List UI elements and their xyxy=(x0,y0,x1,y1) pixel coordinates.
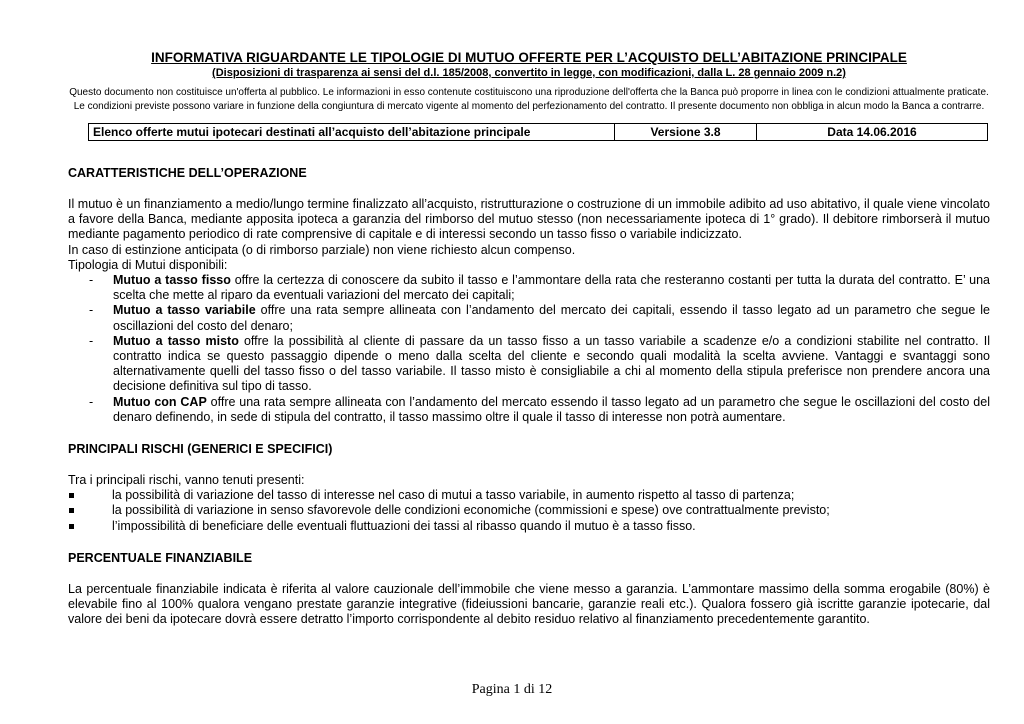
paragraph-financeable: La percentuale finanziabile indicata è riferita al valore cauzionale dell’immobile che viene messo a garanzia. L’ammontare massimo della somma erogabile (80%) è elevabile fino al 100% qualora vengano prestate garanzie integrative (fideiussioni bancarie, garanzie reali etc.). Qualora fossero già iscritte garanzie ipotecarie, dal valore dei beni da ipotecare dovrà essere detratto l’importo corrispondente al debito residuo relativo al finanziamento precedentemente garantito. xyxy=(68,581,990,627)
loan-type-label: Mutuo con CAP xyxy=(113,394,207,409)
loan-type-label: Mutuo a tasso misto xyxy=(113,333,239,348)
section-risks xyxy=(68,441,990,534)
section-heading-risks: PRINCIPALI RISCHI (GENERICI E SPECIFICI) xyxy=(68,442,333,457)
paragraph-loan-definition: Il mutuo è un finanziamento a medio/lungo termine finalizzato all’acquisto, ristrutturazione o costruzione di un immobile adibito ad uso abitativo, il quale viene vincolato a favore della Banca, mediante apposita ipoteca a garanzia del rimborso del mutuo stesso (non necessariamente ipoteca di 1° grado). Il debitore rimborserà il mutuo mediante pagamento periodico di rate comprensive di capitale e di interessi secondo un tasso fisso o variabile indicizzato. xyxy=(68,197,990,242)
disclaimer-text: Questo documento non costituisce un'offerta al pubblico. Le informazioni in esso contenute costituiscono una riproduzione dell'offerta che la Banca può proporre in linea con le condizioni attualmente praticate. Le condizioni previste possono variare in funzione della congiuntura di mercato vigente al momento del perfezionamento del contratto. Il presente documento non obbliga in alcun modo la Banca a contrarre. xyxy=(69,87,989,112)
list-marker: - xyxy=(89,333,94,348)
document-subtitle: (Disposizioni di trasparenza ai sensi del d.l. 185/2008, convertito in legge, con modificazioni, dalla L. 28 gennaio 2009 n.2) xyxy=(212,67,846,79)
loan-type-label: Mutuo a tasso fisso xyxy=(113,273,231,288)
square-bullet-icon xyxy=(69,508,74,513)
section-heading-financeable: PERCENTUALE FINANZIABILE xyxy=(68,550,253,565)
date-cell: Data 14.06.2016 xyxy=(757,124,988,141)
square-bullet-icon xyxy=(69,524,74,529)
section-heading-operation: CARATTERISTICHE DELL’OPERAZIONE xyxy=(68,166,307,180)
loan-type-label: Mutuo a tasso variabile xyxy=(113,303,256,318)
paragraph-loan-types-intro: Tipologia di Mutui disponibili: xyxy=(68,257,228,272)
offer-list-cell: Elenco offerte mutui ipotecari destinati all’acquisto dell’abitazione principale xyxy=(89,124,615,141)
list-marker: - xyxy=(89,273,94,288)
paragraph-early-repayment: In caso di estinzione anticipata (o di rimborso parziale) non viene richiesto alcun compenso. xyxy=(68,242,576,257)
version-cell: Versione 3.8 xyxy=(615,124,757,141)
page-number: Pagina 1 di 12 xyxy=(471,682,553,697)
list-item-risk: la possibilità di variazione del tasso di interesse nel caso di mutui a tasso variabile, in aumento rispetto al tasso di partenza; xyxy=(68,488,990,503)
paragraph-risks-intro: Tra i principali rischi, vanno tenuti presenti: xyxy=(68,473,305,488)
list-item-fixed-rate xyxy=(68,273,990,303)
square-bullet-icon xyxy=(69,493,74,498)
offer-info-row xyxy=(89,124,988,141)
list-marker: - xyxy=(89,394,94,409)
loan-type-description: offre la certezza di conoscere da subito il tasso e l’ammontare della rata che resteranno costanti per tutta la durata del contratto. E’ una scelta che mette al riparo da eventuali variazioni del mercato dei capitali; xyxy=(113,273,990,303)
offer-info-table xyxy=(88,123,988,141)
list-item-cap xyxy=(68,395,990,425)
document-title: INFORMATIVA RIGUARDANTE LE TIPOLOGIE DI MUTUO OFFERTE PER L’ACQUISTO DELL’ABITAZIONE PRINCIPALE xyxy=(151,50,907,65)
risks-list xyxy=(68,488,990,534)
list-item-risk: l’impossibilità di beneficiare delle eventuali fluttuazioni dei tassi al ribasso quando il mutuo è a tasso fisso. xyxy=(68,519,990,534)
loan-type-description: offre la possibilità al cliente di passare da un tasso fisso a un tasso variabile a scadenze e/o a condizioni stabilite nel contratto. Il contratto indica se questo passaggio dipende o meno dalla scelta del cliente e secondo quali modalità la scelta avviene. Vantaggi e svantaggi sono alternativamente quelli del tasso fisso o del tasso variabile. Il tasso misto è consigliabile a chi al momento della stipula preferisce non prendere ancora una decisione definitiva sul tipo di tasso. xyxy=(113,333,990,394)
loan-types-list xyxy=(68,273,990,425)
list-item-risk: la possibilità di variazione in senso sfavorevole delle condizioni economiche (commissioni e spese) ove contrattualmente previsto; xyxy=(68,503,990,518)
section-financeable-percentage xyxy=(68,550,990,628)
loan-type-description: offre una rata sempre allineata con l’andamento del mercato dei capitali, essendo il tasso legato ad un parametro che segue le oscillazioni del costo del denaro; xyxy=(113,303,991,333)
list-item-mixed-rate xyxy=(68,334,990,395)
list-item-variable-rate xyxy=(68,303,990,333)
section-operation xyxy=(68,165,990,425)
list-marker: - xyxy=(89,303,94,318)
loan-type-description: offre una rata sempre allineata con l’andamento del mercato essendo il tasso legato ad un parametro che segue le oscillazioni del costo del denaro definendo, in sede di stipula del contratto, il tasso massimo oltre il quale il tasso di interesse non potrà aumentare. xyxy=(113,394,990,424)
document-page xyxy=(68,50,990,627)
